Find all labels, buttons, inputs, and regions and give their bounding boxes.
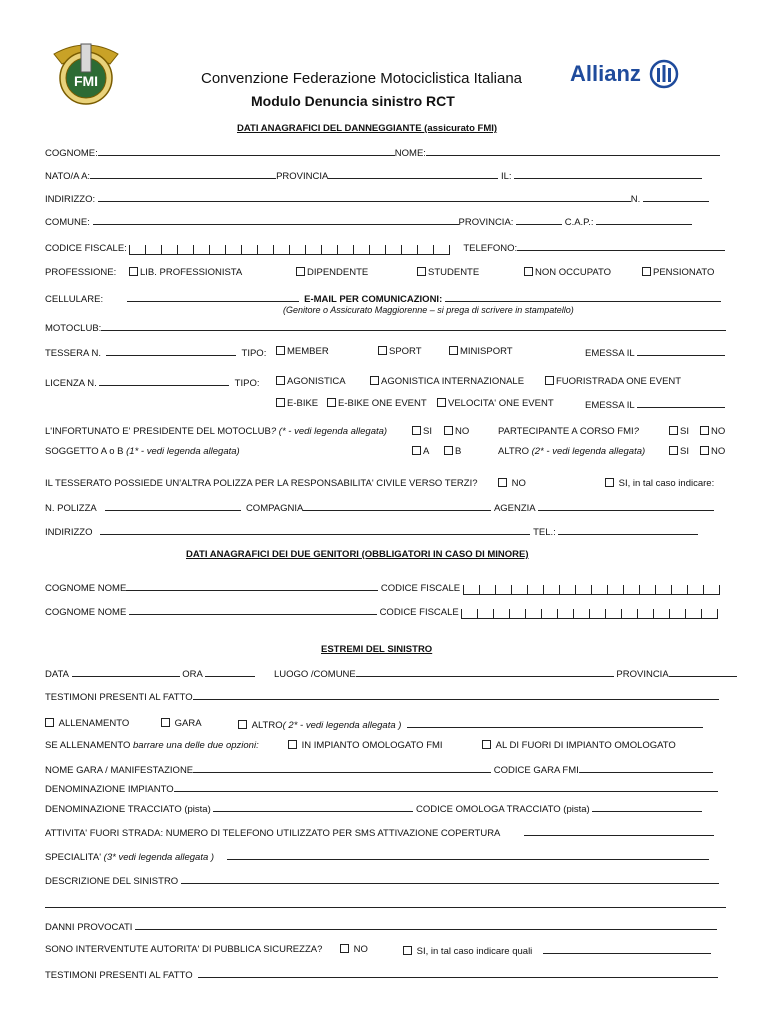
cognome-field[interactable]: [98, 146, 395, 156]
option-studente[interactable]: STUDENTE: [417, 267, 479, 279]
section-title-sinistro: ESTREMI DEL SINISTRO: [321, 644, 433, 655]
row-professione: PROFESSIONE:: [45, 267, 117, 278]
section-title-genitori: DATI ANAGRAFICI DEI DUE GENITORI (OBBLIGATORI IN CASO DI MINORE): [186, 549, 529, 560]
checkbox-icon: [417, 267, 426, 276]
comune-field[interactable]: [93, 215, 459, 225]
row-motoclub: MOTOCLUB:: [45, 321, 726, 335]
presidente-si[interactable]: SI: [412, 426, 432, 438]
row-testimoni: TESTIMONI PRESENTI AL FATTO: [45, 690, 719, 704]
checkbox-icon: [340, 944, 349, 953]
licenza-emessa-field[interactable]: [637, 398, 725, 408]
checkbox-icon: [370, 376, 379, 385]
indirizzo-polizza-field[interactable]: [100, 525, 530, 535]
altro-field[interactable]: [407, 718, 703, 728]
polizza-no[interactable]: NO: [498, 478, 526, 490]
codice-gara-field[interactable]: [579, 763, 713, 773]
data-sinistro-field[interactable]: [72, 667, 180, 677]
form-subtitle: Modulo Denuncia sinistro RCT: [251, 93, 455, 109]
checkbox-icon: [412, 446, 421, 455]
checkbox-icon: [161, 718, 170, 727]
row-cellulare: CELLULARE: E-MAIL PER COMUNICAZIONI:: [45, 292, 721, 306]
checkbox-icon: [327, 398, 336, 407]
autorita-no[interactable]: NO: [340, 944, 368, 956]
genitore1-nome-field[interactable]: [126, 581, 378, 591]
checkbox-icon: [288, 740, 297, 749]
option-ebike[interactable]: E-BIKE: [276, 398, 318, 410]
checkbox-icon: [444, 446, 453, 455]
telefono-field[interactable]: [517, 241, 725, 251]
agenzia-field[interactable]: [538, 501, 714, 511]
checkbox-icon: [482, 740, 491, 749]
option-non-occupato[interactable]: NON OCCUPATO: [524, 267, 611, 279]
nome-gara-field[interactable]: [193, 763, 491, 773]
allianz-logo: Allianz: [570, 59, 679, 89]
polizza-si[interactable]: SI, in tal caso indicare:: [605, 478, 714, 490]
soggetto-a[interactable]: A: [412, 446, 429, 458]
checkbox-icon: [129, 267, 138, 276]
testimoni-field[interactable]: [193, 690, 719, 700]
provincia-nascita-field[interactable]: [328, 169, 498, 179]
checkbox-icon: [669, 446, 678, 455]
partecipante-label: PARTECIPANTE A CORSO FMI?: [498, 426, 639, 437]
checkbox-icon: [642, 267, 651, 276]
data-nascita-field[interactable]: [514, 169, 702, 179]
presidente-no[interactable]: NO: [444, 426, 469, 438]
genitore2-nome-field[interactable]: [129, 605, 377, 615]
checkbox-icon: [700, 426, 709, 435]
option-ebike-one-event[interactable]: E-BIKE ONE EVENT: [327, 398, 427, 410]
autorita-field[interactable]: [543, 944, 711, 954]
row-licenza: LICENZA N. TIPO:: [45, 378, 260, 389]
checkbox-icon: [605, 478, 614, 487]
tessera-emessa: EMESSA IL: [585, 346, 725, 360]
checkbox-icon: [524, 267, 533, 276]
indirizzo-field[interactable]: [98, 192, 631, 202]
altro-no[interactable]: NO: [700, 446, 725, 458]
option-minisport[interactable]: MINISPORT: [449, 346, 513, 358]
checkbox-icon: [276, 398, 285, 407]
row-specialita: SPECIALITA' (3* vedi legenda allegata ): [45, 850, 709, 864]
row-fuori-strada: ATTIVITA' FUORI STRADA: NUMERO DI TELEFONO UTILIZZATO PER SMS ATTIVAZIONE COPERTURA: [45, 826, 714, 840]
genitore1-cf-field[interactable]: [463, 585, 715, 595]
option-fuori-impianto[interactable]: AL DI FUORI DI IMPIANTO OMOLOGATO: [482, 740, 676, 752]
testimoni-field-2[interactable]: [198, 968, 718, 978]
altro-si[interactable]: SI: [669, 446, 689, 458]
cellulare-field[interactable]: [127, 292, 299, 302]
option-velocita-one-event[interactable]: VELOCITA' ONE EVENT: [437, 398, 554, 410]
luogo-field[interactable]: [356, 667, 614, 677]
option-dipendente[interactable]: DIPENDENTE: [296, 267, 368, 279]
form-title: Convenzione Federazione Motociclistica Italiana: [201, 70, 523, 87]
civico-field[interactable]: [643, 192, 709, 202]
fmi-logo: [50, 34, 122, 112]
row-denom-tracciato: DENOMINAZIONE TRACCIATO (pista) CODICE OMOLOGA TRACCIATO (pista): [45, 802, 702, 816]
checkbox-icon: [403, 946, 412, 955]
option-altro[interactable]: ALTRO( 2* - vedi legenda allegata ): [238, 718, 703, 732]
row-descrizione-2: [45, 898, 726, 912]
option-member[interactable]: MEMBER: [276, 346, 329, 358]
svg-text:FMI: FMI: [73, 73, 99, 89]
checkbox-icon: [296, 267, 305, 276]
codice-omologa-field[interactable]: [592, 802, 702, 812]
option-agonistica-internazionale[interactable]: AGONISTICA INTERNAZIONALE: [370, 376, 524, 388]
row-testimoni-2: TESTIMONI PRESENTI AL FATTO: [45, 968, 718, 982]
autorita-si[interactable]: SI, in tal caso indicare quali: [403, 944, 711, 958]
option-agonistica[interactable]: AGONISTICA: [276, 376, 346, 388]
option-gara[interactable]: GARA: [161, 718, 202, 730]
provincia-sinistro-field[interactable]: [669, 667, 737, 677]
row-genitore-2: COGNOME NOME CODICE FISCALE: [45, 605, 713, 619]
checkbox-icon: [444, 426, 453, 435]
row-polizza: N. POLIZZA COMPAGNIA AGENZIA: [45, 501, 714, 515]
checkbox-icon: [498, 478, 507, 487]
row-autorita: SONO INTERVENTUTE AUTORITA' DI PUBBLICA SICUREZZA?: [45, 944, 323, 955]
row-se-allenamento: SE ALLENAMENTO barrare una delle due opzioni:: [45, 740, 259, 751]
row-danni: DANNI PROVOCATI: [45, 920, 717, 934]
n-polizza-field[interactable]: [105, 501, 241, 511]
row-codice-fiscale: CODICE FISCALE: TELEFONO:: [45, 241, 725, 255]
section-title-danneggiante: DATI ANAGRAFICI DEL DANNEGGIANTE (assicurato FMI): [237, 123, 498, 134]
checkbox-icon: [412, 426, 421, 435]
checkbox-icon: [276, 376, 285, 385]
denom-tracciato-field[interactable]: [213, 802, 413, 812]
checkbox-icon: [437, 398, 446, 407]
polizza-question: IL TESSERATO POSSIEDE UN'ALTRA POLIZZA PER LA RESPONSABILITA' CIVILE VERSO TERZI?: [45, 478, 478, 489]
denom-impianto-field[interactable]: [174, 782, 718, 792]
option-fuoristrada-one-event[interactable]: FUORISTRADA ONE EVENT: [545, 376, 681, 388]
specialita-field[interactable]: [227, 850, 709, 860]
row-tessera: TESSERA N. TIPO:: [45, 348, 267, 359]
tel-polizza-field[interactable]: [558, 525, 698, 535]
row-nome-gara: NOME GARA / MANIFESTAZIONE CODICE GARA FMI: [45, 763, 713, 777]
altro-label: ALTRO (2* - vedi legenda allegata): [498, 446, 646, 457]
row-comune: COMUNE: PROVINCIA: C.A.P.:: [45, 215, 692, 229]
email-note: (Genitore o Assicurato Maggiorenne – si prega di scrivere in stampatello): [283, 305, 574, 315]
row-descrizione: DESCRIZIONE DEL SINISTRO: [45, 874, 719, 888]
cap-field[interactable]: [596, 215, 692, 225]
row-cognome: COGNOME: NOME:: [45, 146, 720, 160]
row-genitore-1: COGNOME NOME CODICE FISCALE: [45, 581, 715, 595]
genitore2-cf-field[interactable]: [461, 609, 713, 619]
partecipante-si[interactable]: SI: [669, 426, 689, 438]
checkbox-icon: [238, 720, 247, 729]
nome-field[interactable]: [426, 146, 720, 156]
checkbox-icon: [669, 426, 678, 435]
ora-field[interactable]: [205, 667, 255, 677]
checkbox-icon: [276, 346, 285, 355]
checkbox-icon: [449, 346, 458, 355]
motoclub-field[interactable]: [101, 321, 726, 331]
row-data: DATA ORA LUOGO /COMUNE PROVINCIA: [45, 667, 737, 681]
checkbox-icon: [45, 718, 54, 727]
danni-field[interactable]: [135, 920, 717, 930]
option-in-impianto[interactable]: IN IMPIANTO OMOLOGATO FMI: [288, 740, 443, 752]
descrizione-field-2[interactable]: [45, 898, 726, 908]
row-soggetto: SOGGETTO A o B (1* - vedi legenda allegata): [45, 446, 240, 457]
compagnia-field[interactable]: [303, 501, 491, 511]
provincia-field[interactable]: [516, 215, 562, 225]
row-nato: NATO/A A: PROVINCIA IL:: [45, 169, 702, 183]
codice-fiscale-field[interactable]: [129, 245, 447, 255]
row-indirizzo-polizza: INDIRIZZO TEL.:: [45, 525, 698, 539]
allianz-eagle-icon: [649, 59, 679, 89]
descrizione-field[interactable]: [181, 874, 719, 884]
option-sport[interactable]: SPORT: [378, 346, 422, 358]
checkbox-icon: [700, 446, 709, 455]
row-denom-impianto: DENOMINAZIONE IMPIANTO: [45, 782, 718, 796]
tessera-field[interactable]: [106, 346, 236, 356]
soggetto-b[interactable]: B: [444, 446, 461, 458]
checkbox-icon: [545, 376, 554, 385]
licenza-emessa: EMESSA IL: [585, 398, 725, 412]
tessera-emessa-field[interactable]: [637, 346, 725, 356]
email-field[interactable]: [445, 292, 721, 302]
option-lib-professionista[interactable]: LIB. PROFESSIONISTA: [129, 267, 242, 279]
licenza-field[interactable]: [99, 376, 229, 386]
row-indirizzo: INDIRIZZO: N.: [45, 192, 709, 206]
sms-telefono-field[interactable]: [524, 826, 714, 836]
option-allenamento[interactable]: ALLENAMENTO: [45, 718, 129, 730]
nato-field[interactable]: [90, 169, 276, 179]
checkbox-icon: [378, 346, 387, 355]
row-presidente: L'INFORTUNATO E' PRESIDENTE DEL MOTOCLUB? (* - vedi legenda allegata): [45, 426, 388, 437]
option-pensionato[interactable]: PENSIONATO: [642, 267, 714, 279]
partecipante-no[interactable]: NO: [700, 426, 725, 438]
